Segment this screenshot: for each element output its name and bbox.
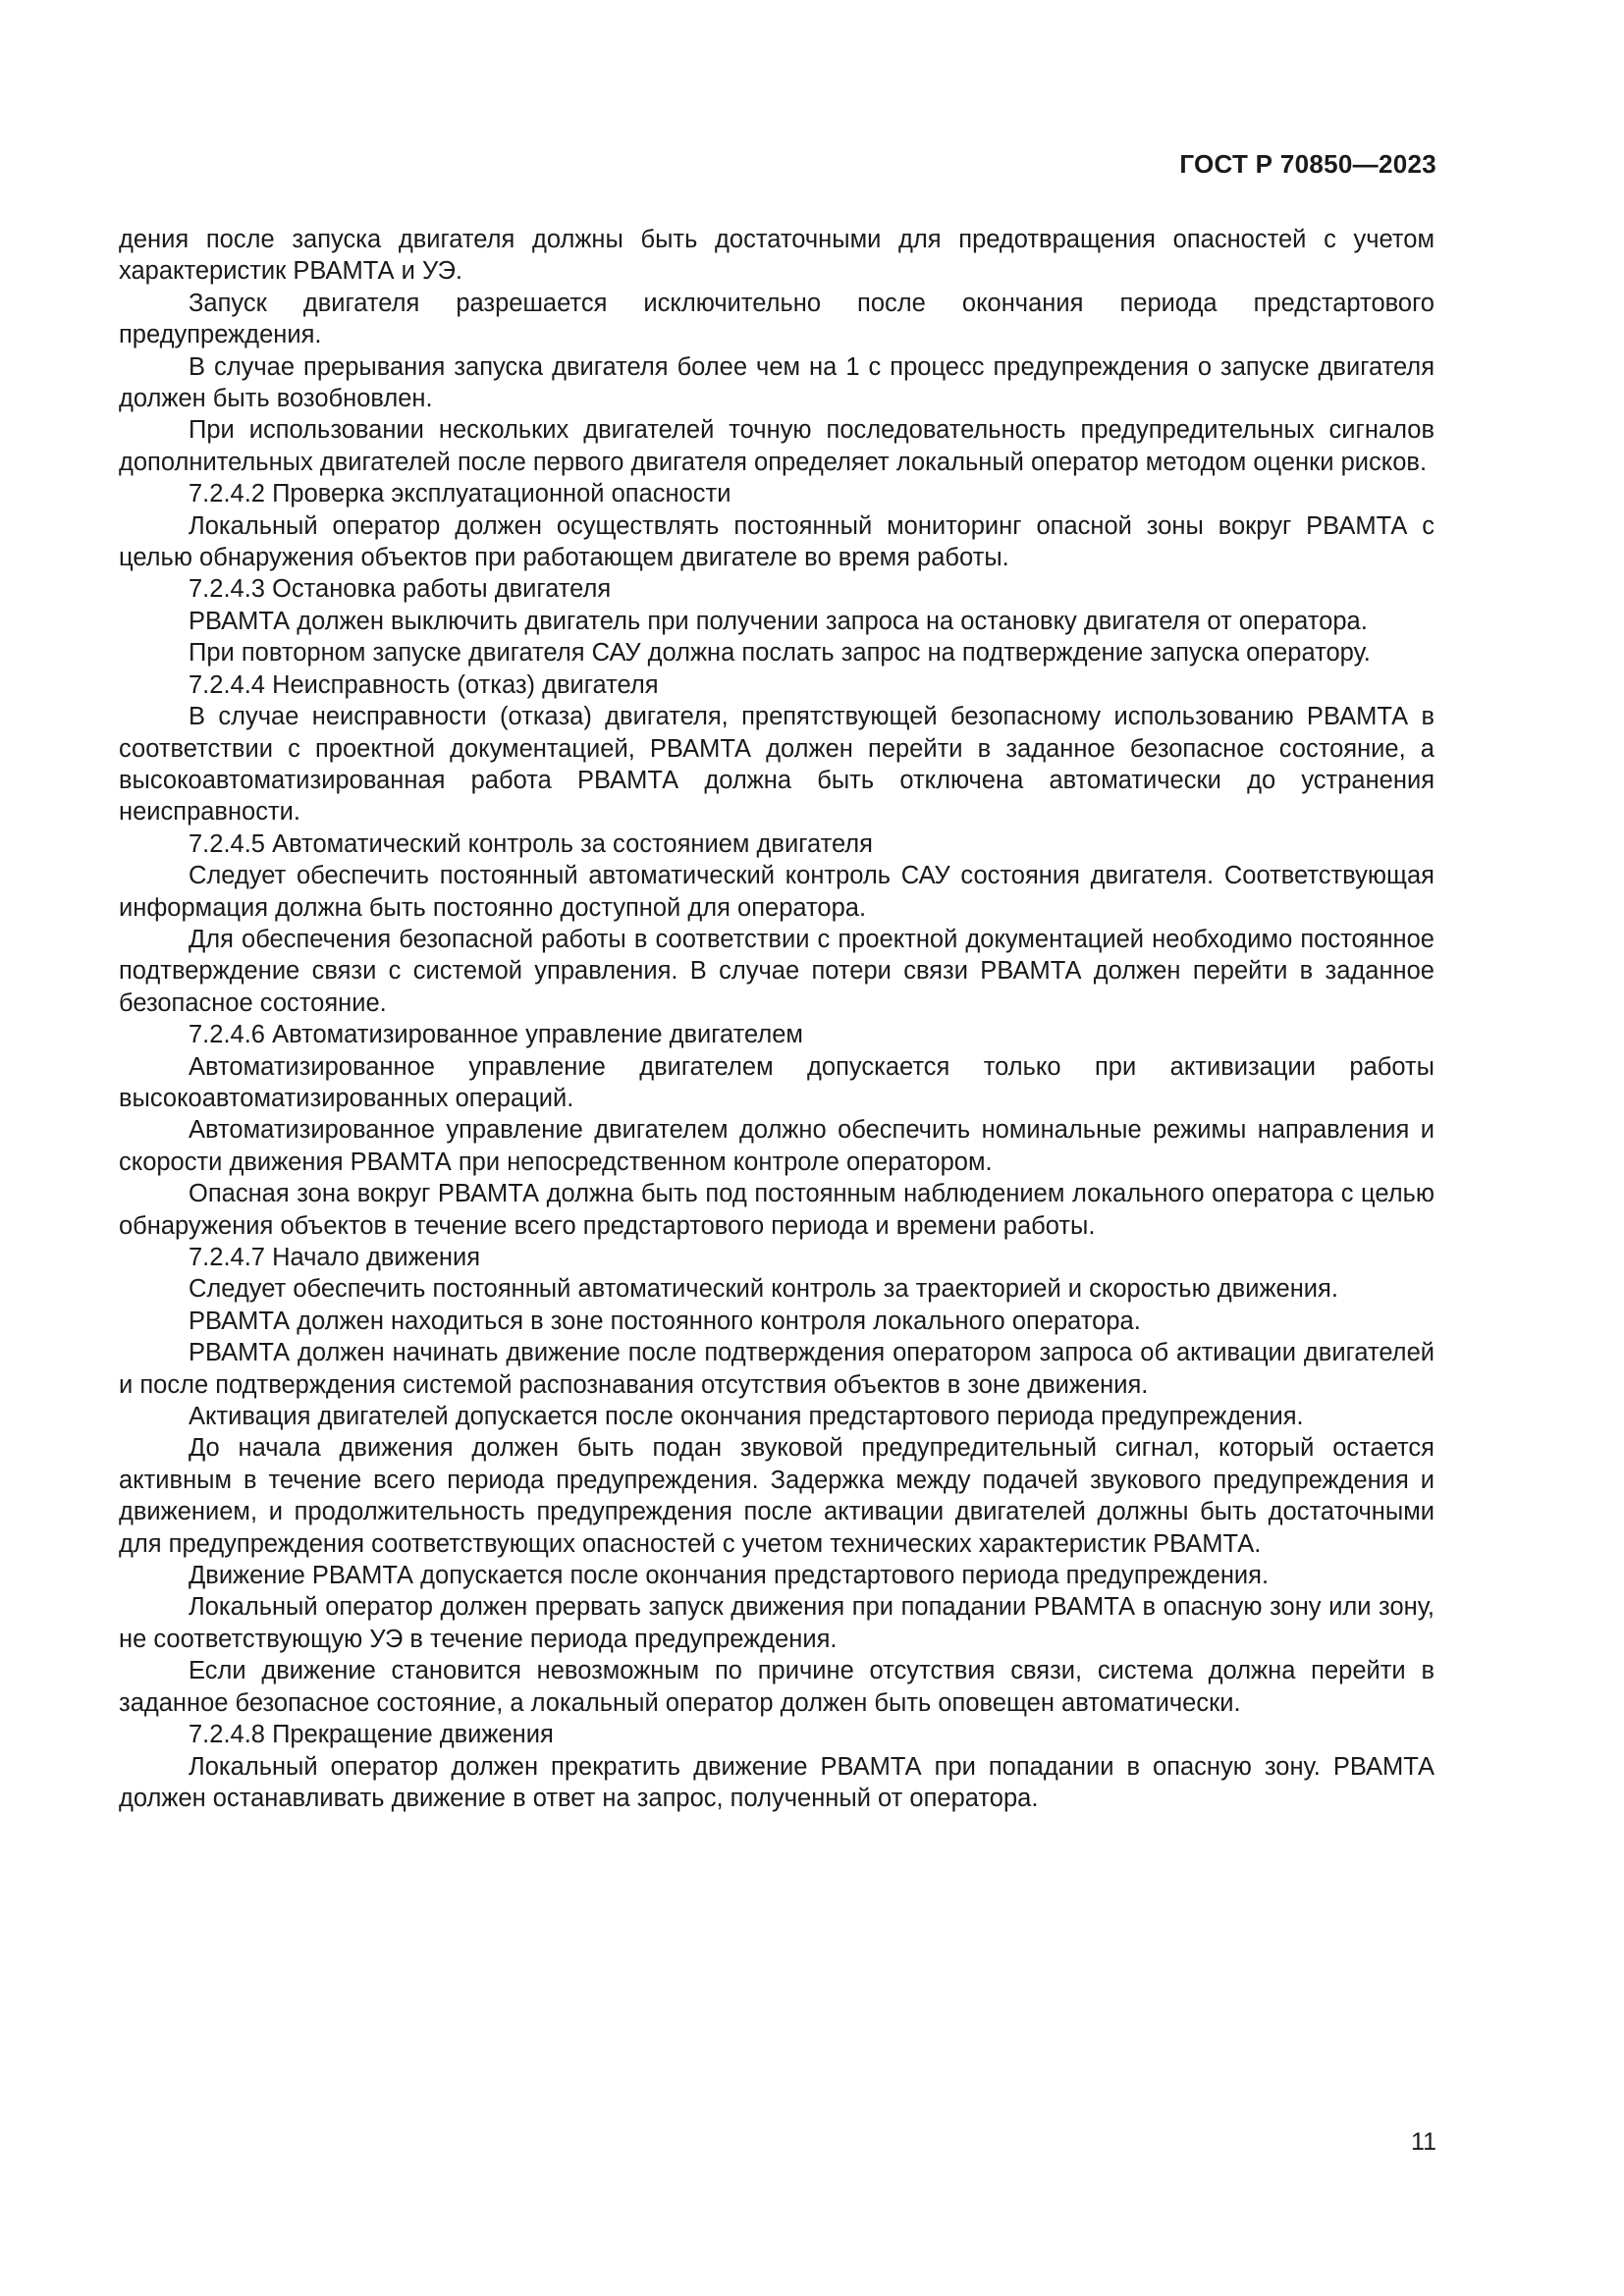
- section-heading: 7.2.4.7 Начало движения: [189, 1244, 481, 1271]
- section-heading: 7.2.4.5 Автоматический контроль за состоянием двигателя: [189, 829, 873, 858]
- paragraph: Локальный оператор должен осуществлять постоянный мониторинг опасной зоны вокруг РВАМТА с целью обнаружения объектов при работающем двигателе во время работы.: [119, 511, 1435, 572]
- section-heading: 7.2.4.3 Остановка работы двигателя: [189, 575, 612, 604]
- section-heading: 7.2.4.6 Автоматизированное управление двигателем: [189, 1021, 803, 1049]
- paragraph: Локальный оператор должен прервать запуск движения при попадании РВАМТА в опасную зону или зону, не соответствующую УЭ в течение периода предупреждения.: [119, 1593, 1435, 1653]
- paragraph: Следует обеспечить постоянный автоматический контроль за траекторией и скоростью движения.: [189, 1275, 1338, 1304]
- paragraph: При повторном запуске двигателя САУ должна послать запрос на подтверждение запуска оператору.: [189, 639, 1371, 667]
- paragraph: Движение РВАМТА допускается после окончания предстартового периода предупреждения.: [189, 1562, 1270, 1590]
- paragraph: Запуск двигателя разрешается исключительно после окончания периода предстартового предупреждения.: [119, 289, 1435, 349]
- page-number: 11: [1411, 2128, 1436, 2156]
- paragraph: В случае прерывания запуска двигателя более чем на 1 с процесс предупреждения о запуске двигателя должен быть возобновлен.: [119, 352, 1435, 413]
- section-heading: 7.2.4.4 Неисправность (отказ) двигателя: [189, 670, 659, 699]
- section-heading: 7.2.4.2 Проверка эксплуатационной опасности: [189, 480, 731, 508]
- paragraph: Автоматизированное управление двигателем должно обеспечить номинальные режимы направления и скорости движения РВАМТА при непосредственном контроле оператором.: [119, 1116, 1435, 1176]
- paragraph: Локальный оператор должен прекратить движение РВАМТА при попадании в опасную зону. РВАМТА должен останавливать движение в ответ на запрос, полученный от оператора.: [119, 1752, 1435, 1812]
- paragraph: РВАМТА должен выключить двигатель при получении запроса на остановку двигателя от оператора.: [189, 607, 1368, 635]
- standard-header: ГОСТ Р 70850—2023: [1179, 149, 1436, 179]
- paragraph: Для обеспечения безопасной работы в соответствии с проектной документацией необходимо постоянное подтверждение связи с системой управления. В случае потери связи РВАМТА должен перейти в заданное безопасное состояние.: [119, 925, 1435, 1017]
- paragraph: В случае неисправности (отказа) двигателя, препятствующей безопасному использованию РВАМТА в соответствии с проектной документацией, РВАМТА должен перейти в заданное безопасное состояние, а высокоавтоматизированная работа РВАМТА должна быть отключена автоматически до устранения неисправности.: [119, 703, 1435, 827]
- paragraph: Следует обеспечить постоянный автоматический контроль САУ состояния двигателя. Соответствующая информация должна быть постоянно доступной для оператора.: [119, 862, 1435, 922]
- paragraph: Активация двигателей допускается после окончания предстартового периода предупреждения.: [189, 1403, 1304, 1431]
- paragraph: До начала движения должен быть подан звуковой предупредительный сигнал, который остается активным в течение всего периода предупреждения. Задержка между подачей звукового предупреждения и движением, и продолжительность предупреждения после активации двигателей должны быть достаточными для предупреждения соответствующих опасностей с учетом технических характеристик РВАМТА.: [119, 1434, 1435, 1558]
- paragraph: При использовании нескольких двигателей точную последовательность предупредительных сигналов дополнительных двигателей после первого двигателя определяет локальный оператор методом оценки рисков.: [119, 416, 1435, 476]
- paragraph: РВАМТА должен находиться в зоне постоянного контроля локального оператора.: [189, 1307, 1141, 1335]
- document-body: [119, 224, 1435, 1814]
- paragraph: РВАМТА должен начинать движение после подтверждения оператором запроса об активации двигателей и после подтверждения системой распознавания отсутствия объектов в зоне движения.: [119, 1339, 1435, 1399]
- paragraph: Если движение становится невозможным по причине отсутствия связи, система должна перейти в заданное безопасное состояние, а локальный оператор должен быть оповещен автоматически.: [119, 1657, 1435, 1717]
- paragraph: Автоматизированное управление двигателем допускается только при активизации работы высокоавтоматизированных операций.: [119, 1052, 1435, 1112]
- paragraph: Опасная зона вокруг РВАМТА должна быть под постоянным наблюдением локального оператора с целью обнаружения объектов в течение всего предстартового периода и времени работы.: [119, 1180, 1435, 1240]
- paragraph: дения после запуска двигателя должны быть достаточными для предотвращения опасностей с учетом характеристик РВАМТА и УЭ.: [119, 226, 1435, 286]
- section-heading: 7.2.4.8 Прекращение движения: [189, 1721, 554, 1749]
